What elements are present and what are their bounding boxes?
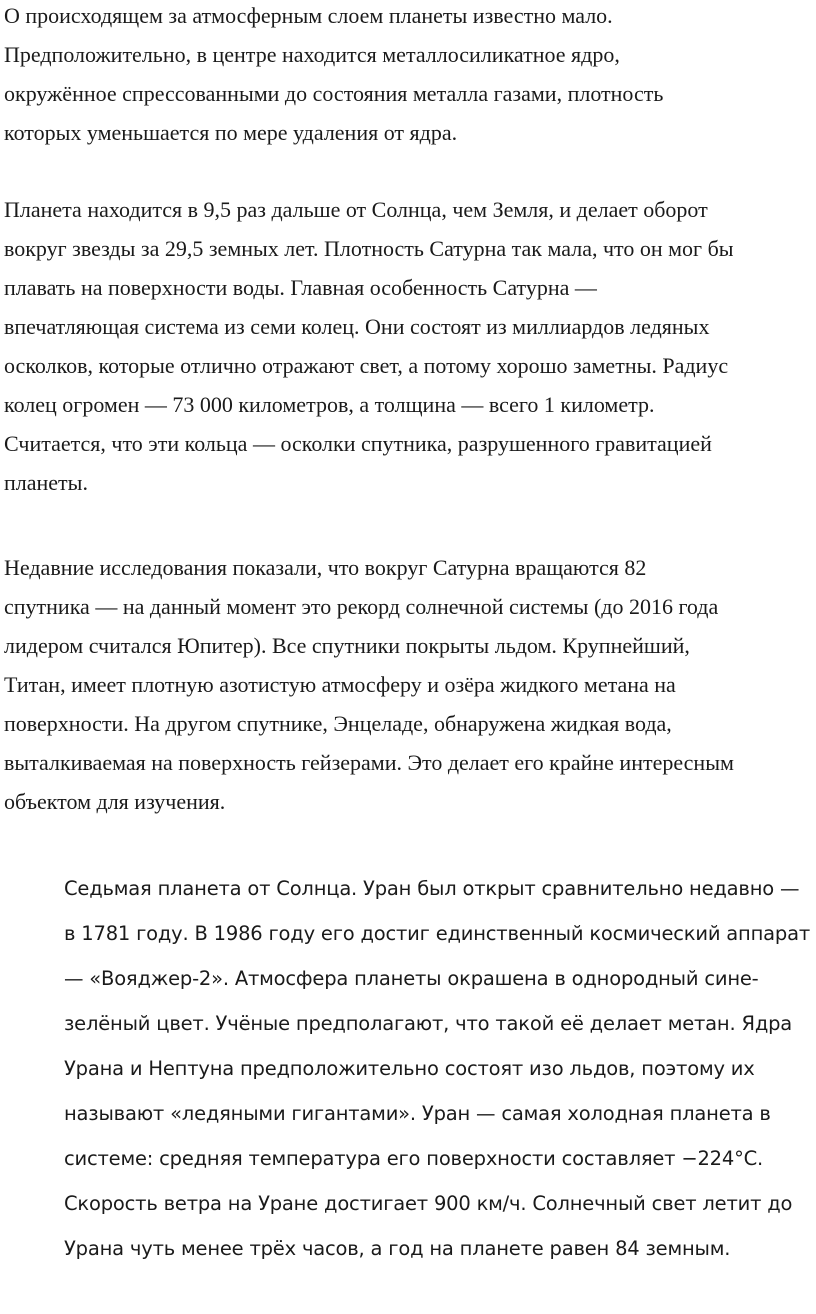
paragraph-uranus bbox=[64, 866, 814, 1271]
text-line: системе: средняя температура его поверхности составляет −224°C. bbox=[64, 1147, 764, 1170]
text-line: Считается, что эти кольца — осколки спутника, разрушенного гравитацией bbox=[4, 431, 712, 456]
text-line: называют «ледяными гигантами». Уран — самая холодная планета в bbox=[64, 1102, 771, 1125]
text-line: колец огромен — 73 000 километров, а толщина — всего 1 километр. bbox=[4, 392, 655, 417]
text-line: Седьмая планета от Солнца. Уран был открыт сравнительно недавно — bbox=[64, 877, 800, 900]
paragraph-saturn-moons bbox=[4, 548, 816, 821]
text-line: — «Вояджер-2». Атмосфера планеты окрашена в однородный сине- bbox=[64, 967, 759, 990]
text-line: Урана и Нептуна предположительно состоят изо льдов, поэтому их bbox=[64, 1057, 755, 1080]
text-line: которых уменьшается по мере удаления от ядра. bbox=[4, 120, 458, 145]
paragraph-saturn-rings bbox=[4, 190, 816, 502]
text-line: вокруг звезды за 29,5 земных лет. Плотность Сатурна так мала, что он мог бы bbox=[4, 236, 734, 261]
text-line: окружённое спрессованными до состояния металла газами, плотность bbox=[4, 81, 664, 106]
text-line: планеты. bbox=[4, 470, 88, 495]
text-line: Титан, имеет плотную азотистую атмосферу и озёра жидкого метана на bbox=[4, 672, 676, 697]
text-line: осколков, которые отлично отражают свет, а потому хорошо заметны. Радиус bbox=[4, 353, 729, 378]
paragraph-saturn-core bbox=[4, 0, 816, 152]
text-line: зелёный цвет. Учёные предполагают, что такой её делает метан. Ядра bbox=[64, 1012, 793, 1035]
text-line: Планета находится в 9,5 раз дальше от Солнца, чем Земля, и делает оборот bbox=[4, 197, 708, 222]
text-line: Недавние исследования показали, что вокруг Сатурна вращаются 82 bbox=[4, 555, 647, 580]
text-line: О происходящем за атмосферным слоем планеты известно мало. bbox=[4, 3, 613, 28]
text-line: плавать на поверхности воды. Главная особенность Сатурна — bbox=[4, 275, 597, 300]
text-line: спутника — на данный момент это рекорд солнечной системы (до 2016 года bbox=[4, 594, 719, 619]
text-line: объектом для изучения. bbox=[4, 789, 226, 814]
text-line: Скорость ветра на Уране достигает 900 км/ч. Солнечный свет летит до bbox=[64, 1192, 793, 1215]
text-line: впечатляющая система из семи колец. Они состоят из миллиардов ледяных bbox=[4, 314, 710, 339]
text-line: в 1781 году. В 1986 году его достиг единственный космический аппарат bbox=[64, 922, 810, 945]
text-line: лидером считался Юпитер). Все спутники покрыты льдом. Крупнейший, bbox=[4, 633, 690, 658]
text-line: Урана чуть менее трёх часов, а год на планете равен 84 земным. bbox=[64, 1237, 731, 1260]
text-line: выталкиваемая на поверхность гейзерами. Это делает его крайне интересным bbox=[4, 750, 734, 775]
text-line: поверхности. На другом спутнике, Энцеладе, обнаружена жидкая вода, bbox=[4, 711, 672, 736]
text-line: Предположительно, в центре находится металлосиликатное ядро, bbox=[4, 42, 620, 67]
